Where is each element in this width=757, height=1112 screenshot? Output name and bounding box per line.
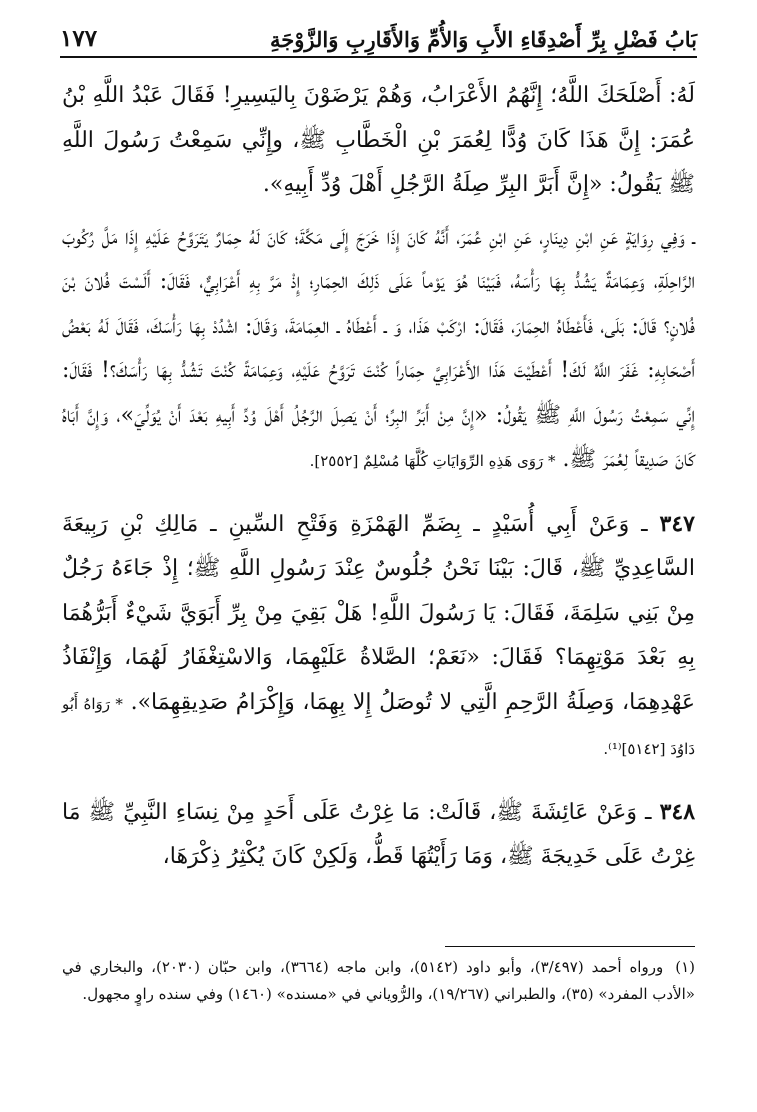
paragraph-text: لَهُ: أَصْلَحَكَ اللَّهُ؛ إِنَّهُمُ الأَعْرَابُ، وَهُمْ يَرْضَوْنَ بِاليَسِيرِ! فَقَالَ عَبْدُ اللَّهِ بْنُ عُمَرَ: إِنَّ هَذَا كَانَ وُدًّا لِعُمَرَ بْنِ الْخَطَّابِ ﷺ، وإِنِّي سَمِعْتُ رَسُولَ اللَّهِ ﷺ يَقُولُ: «إِنَّ أَبَرَّ البِرِّ صِلَةُ الرَّجُلِ أَهْلَ وُدِّ أَبِيهِ». <box>62 83 695 197</box>
footnotes <box>62 954 695 1008</box>
main-text <box>62 74 695 888</box>
spacer <box>62 492 695 502</box>
hadith-number: ٣٤٧ <box>659 510 695 537</box>
chapter-title: بَابُ فَضْلِ بِرِّ أَصْدِقَاءِ الأَبِ وَالأُمِّ وَالأَقَارِبِ وَالزَّوْجَةِ <box>270 27 697 52</box>
header-rule <box>60 56 697 58</box>
hadith-number: ٣٤٨ <box>659 798 696 825</box>
footnote-text: ورواه أحمد (٣/٤٩٧)، وأبو داود (٥١٤٢)، وابن ماجه (٣٦٦٤)، وابن حبّان (٢٠٣٠)، والبخاري في «الأدب المفرد» (٣٥)، والطبراني (١٩/٢٦٧)، والرُّوياني في «مسنده» (١٤٦٠) وفي سنده راوٍ مجهول. <box>62 958 695 1003</box>
page-number: ١٧٧ <box>60 25 98 52</box>
page-header <box>60 18 697 52</box>
source-note: * رَوَاهُ أَبُو دَاوُدَ [٥١٤٢]⁽¹⁾. <box>62 694 695 758</box>
paragraph-text: ـ وَفِي رِوَايَةٍ عَنِ ابْنِ دِينَارٍ، عَنِ ابْنِ عُمَرَ، أَنَّهُ كَانَ إِذَا خَرَجَ إِلَى مَكَّةَ؛ كَانَ لَهُ حِمَارٌ يَتَرَوَّحُ عَلَيْهِ إِذَا مَلَّ رُكُوبَ الرَّاحِلَةِ، وَعِمَامَةٌ يَشُدُّ بِهَا رَأْسَهُ، فَبَيْنَا هُوَ يَوْماً عَلَى ذَلِكَ الحِمَارِ؛ إِذْ مَرَّ بِهِ أَعْرَابِيٌّ، فَقَالَ: أَلَسْتَ فُلانَ بْنَ فُلانٍ؟ قَالَ: بَلَى، فَأَعْطَاهُ الحِمَارَ، فَقَالَ: ارْكَبْ هَذَا، وَ ـ أَعْطَاهُ ـ العِمَامَةَ، وَقَالَ: اشْدُدْ بِهَا رَأْسَكَ، فَقَالَ لَهُ بَعْضُ أَصْحَابِهِ: غَفَرَ اللَّهُ لَكَ! أَعْطَيْتَ هَذَا الأَعْرَابِيَّ حِمَاراً كُنْتَ تَرَوَّحُ عَلَيْهِ، وَعِمَامَةً كُنْتَ تَشُدُّ بِهَا رَأْسَكَ؟! فَقَالَ: إِنِّي سَمِعْتُ رَسُولَ اللَّهِ ﷺ يَقُولُ: «إِنَّ مِنْ أَبَرِّ البِرِّ؛ أَنْ يَصِلَ الرَّجُلُ أَهْلَ وُدِّ أَبِيهِ بَعْدَ أَنْ يُوَلِّيَ»، وَإِنَّ أَبَاهُ كَانَ صَدِيقاً لِعُمَرَ ﷺ. <box>62 224 695 472</box>
paragraph-text: ـ وَعَنْ عَائِشَةَ ﷺ، قَالَتْ: مَا غِرْتُ عَلَى أَحَدٍ مِنْ نِسَاءِ النَّبِيِّ ﷺ مَا غِرْتُ عَلَى خَدِيجَةَ ﷺ، وَمَا رَأَيْتُهَا قَطُّ، وَلَكِنْ كَانَ يُكْثِرُ ذِكْرَهَا، <box>62 799 695 869</box>
spacer <box>62 780 695 790</box>
paragraph-ibn-dinar-narration <box>62 216 695 484</box>
hadith-348 <box>62 790 695 880</box>
footnote-rule <box>445 946 695 947</box>
hadith-347 <box>62 502 695 772</box>
paragraph-text: ـ وَعَنْ أَبِي أُسَيْدٍ ـ بِضَمِّ الهَمْزَةِ وَفَتْحِ السِّينِ ـ مَالِكِ بْنِ رَبِيعَةَ السَّاعِدِيِّ ﷺ، قَالَ: بَيْنَا نَحْنُ جُلُوسٌ عِنْدَ رَسُولِ اللَّهِ ﷺ؛ إِذْ جَاءَهُ رَجُلٌ مِنْ بَنِي سَلِمَةَ، فَقَالَ: يَا رَسُولَ اللَّهِ! هَلْ بَقِيَ مِنْ بِرِّ أَبَوَيَّ شَيْءٌ أَبَرُّهُمَا بِهِ بَعْدَ مَوْتِهِمَا؟ فَقَالَ: «نَعَمْ؛ الصَّلاةُ عَلَيْهِمَا، وَالاسْتِغْفَارُ لَهُمَا، وَإِنْفَاذُ عَهْدِهِمَا، وَصِلَةُ الرَّحِمِ الَّتِي لا تُوصَلُ إِلا بِهِمَا، وَإِكْرَامُ صَدِيقِهِمَا». <box>62 511 695 715</box>
paragraph-continuation <box>62 74 695 208</box>
footnote <box>62 954 695 1008</box>
source-note: * رَوَى هَذِهِ الرِّوَايَاتِ كُلَّهَا مُسْلِمٌ [٢٥٥٢]. <box>309 452 556 470</box>
footnote-marker: (١) <box>675 958 695 976</box>
